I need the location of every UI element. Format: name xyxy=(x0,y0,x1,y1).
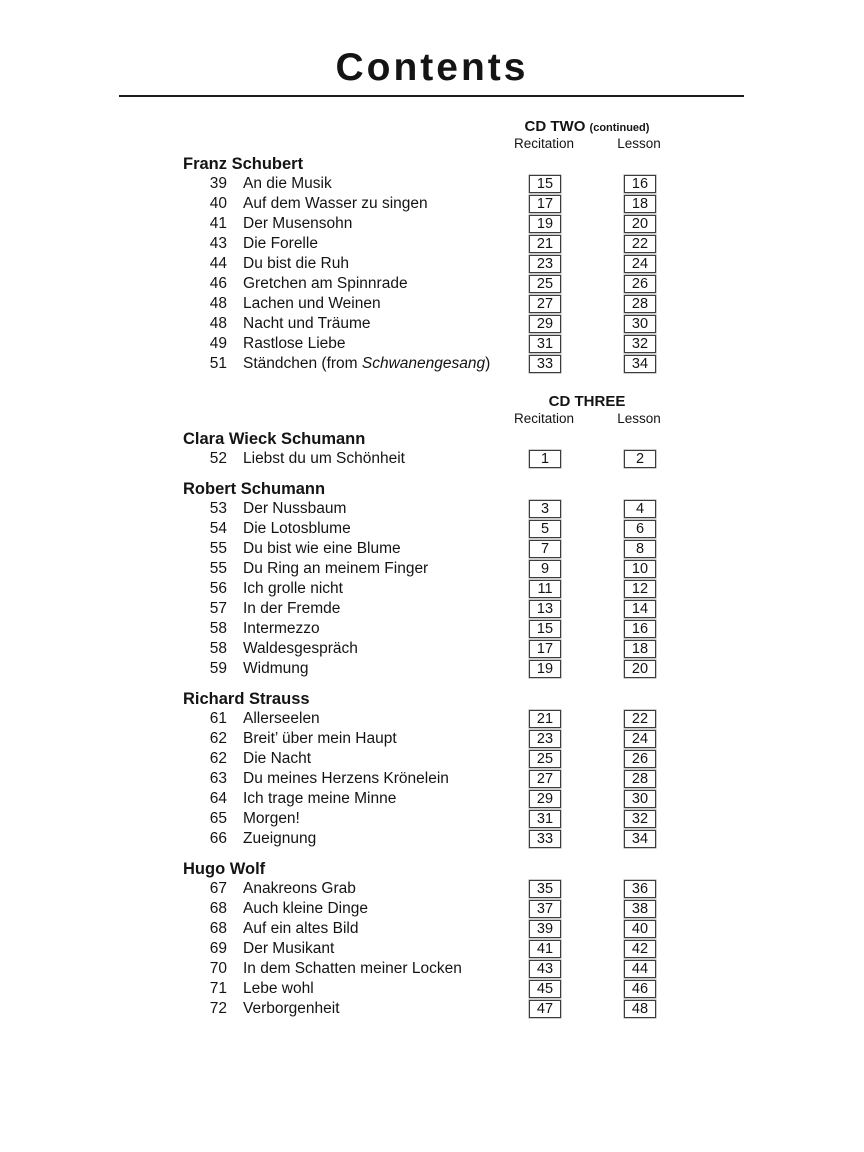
cd-title-line xyxy=(0,393,864,410)
song-title-italic: Schwanengesang xyxy=(361,355,486,372)
cd-title-line xyxy=(0,118,864,135)
song-row xyxy=(0,939,864,959)
lesson-track-box: 34 xyxy=(624,355,656,373)
song-title: Lachen und Weinen xyxy=(243,295,381,312)
song-title-suffix: ) xyxy=(485,355,491,372)
song-row xyxy=(0,314,864,334)
song-page-number: 41 xyxy=(209,215,227,232)
composer-section xyxy=(0,479,864,679)
song-title: Auch kleine Dinge xyxy=(243,900,368,917)
cd-header xyxy=(0,118,864,151)
song-row xyxy=(0,214,864,234)
song-page-number: 62 xyxy=(209,730,227,747)
song-row xyxy=(0,809,864,829)
recitation-track-box: 17 xyxy=(529,195,561,213)
lesson-track-box: 38 xyxy=(624,900,656,918)
song-page-number: 59 xyxy=(209,660,227,677)
cd-header xyxy=(0,393,864,426)
composer-heading: Robert Schumann xyxy=(183,480,326,498)
song-title: Anakreons Grab xyxy=(243,880,356,897)
song-page-number: 72 xyxy=(209,1000,227,1017)
recitation-track-box: 29 xyxy=(529,790,561,808)
song-page-number: 52 xyxy=(209,450,227,467)
recitation-track-box: 21 xyxy=(529,235,561,253)
lesson-track-box: 20 xyxy=(624,215,656,233)
recitation-track-box: 45 xyxy=(529,980,561,998)
column-label-recitation: Recitation xyxy=(513,411,575,426)
recitation-track-box: 29 xyxy=(529,315,561,333)
composer-section xyxy=(0,689,864,849)
song-title: Ich grolle nicht xyxy=(243,580,343,597)
title-divider xyxy=(119,95,744,97)
song-title: Intermezzo xyxy=(243,620,320,637)
song-title: Morgen! xyxy=(243,810,300,827)
song-page-number: 48 xyxy=(209,295,227,312)
song-title: Die Forelle xyxy=(243,235,318,252)
song-title: In der Fremde xyxy=(243,600,341,617)
lesson-track-box: 14 xyxy=(624,600,656,618)
song-page-number: 40 xyxy=(209,195,227,212)
song-page-number: 49 xyxy=(209,335,227,352)
lesson-track-box: 22 xyxy=(624,710,656,728)
cd-note: (continued) xyxy=(589,122,650,134)
song-row xyxy=(0,829,864,849)
song-page-number: 57 xyxy=(209,600,227,617)
song-page-number: 67 xyxy=(209,880,227,897)
song-page-number: 61 xyxy=(209,710,227,727)
song-page-number: 55 xyxy=(209,560,227,577)
recitation-track-box: 33 xyxy=(529,355,561,373)
song-title: Lebe wohl xyxy=(243,980,314,997)
lesson-track-box: 18 xyxy=(624,195,656,213)
lesson-track-box: 44 xyxy=(624,960,656,978)
lesson-track-box: 36 xyxy=(624,880,656,898)
recitation-track-box: 19 xyxy=(529,215,561,233)
column-label-lesson: Lesson xyxy=(617,136,661,151)
lesson-track-box: 24 xyxy=(624,730,656,748)
recitation-track-box: 15 xyxy=(529,620,561,638)
composer-heading: Clara Wieck Schumann xyxy=(183,430,366,448)
recitation-track-box: 31 xyxy=(529,810,561,828)
song-row xyxy=(0,919,864,939)
song-row xyxy=(0,294,864,314)
song-title: An die Musik xyxy=(243,175,332,192)
lesson-track-box: 28 xyxy=(624,770,656,788)
column-label-lesson: Lesson xyxy=(617,411,661,426)
song-row xyxy=(0,979,864,999)
lesson-track-box: 30 xyxy=(624,790,656,808)
lesson-track-box: 28 xyxy=(624,295,656,313)
song-title: Breit’ über mein Haupt xyxy=(243,730,397,747)
recitation-track-box: 41 xyxy=(529,940,561,958)
recitation-track-box: 5 xyxy=(529,520,561,538)
song-row xyxy=(0,559,864,579)
song-title: Verborgenheit xyxy=(243,1000,340,1017)
recitation-track-box: 1 xyxy=(529,450,561,468)
song-title: In dem Schatten meiner Locken xyxy=(243,960,462,977)
song-title: Auf ein altes Bild xyxy=(243,920,359,937)
song-row xyxy=(0,274,864,294)
composer-section xyxy=(0,154,864,374)
lesson-track-box: 30 xyxy=(624,315,656,333)
recitation-track-box: 23 xyxy=(529,255,561,273)
song-title: Der Musikant xyxy=(243,940,335,957)
lesson-track-box: 34 xyxy=(624,830,656,848)
recitation-track-box: 37 xyxy=(529,900,561,918)
song-page-number: 68 xyxy=(209,900,227,917)
song-title: Der Musensohn xyxy=(243,215,353,232)
composer-heading: Hugo Wolf xyxy=(183,860,266,878)
song-page-number: 39 xyxy=(209,175,227,192)
song-page-number: 53 xyxy=(209,500,227,517)
lesson-track-box: 18 xyxy=(624,640,656,658)
song-title: Rastlose Liebe xyxy=(243,335,346,352)
recitation-track-box: 47 xyxy=(529,1000,561,1018)
lesson-track-box: 40 xyxy=(624,920,656,938)
lesson-track-box: 46 xyxy=(624,980,656,998)
lesson-track-box: 4 xyxy=(624,500,656,518)
song-title: Ich trage meine Minne xyxy=(243,790,397,807)
lesson-track-box: 42 xyxy=(624,940,656,958)
song-row xyxy=(0,499,864,519)
song-page-number: 43 xyxy=(209,235,227,252)
song-page-number: 71 xyxy=(209,980,227,997)
song-title: Die Lotosblume xyxy=(243,520,351,537)
column-labels xyxy=(0,412,864,426)
song-page-number: 58 xyxy=(209,620,227,637)
song-page-number: 64 xyxy=(209,790,227,807)
song-title: Liebst du um Schönheit xyxy=(243,450,405,467)
song-row xyxy=(0,599,864,619)
lesson-track-box: 12 xyxy=(624,580,656,598)
song-page-number: 54 xyxy=(209,520,227,537)
song-row xyxy=(0,234,864,254)
lesson-track-box: 10 xyxy=(624,560,656,578)
lesson-track-box: 32 xyxy=(624,335,656,353)
song-row xyxy=(0,174,864,194)
recitation-track-box: 19 xyxy=(529,660,561,678)
song-row xyxy=(0,749,864,769)
song-row xyxy=(0,539,864,559)
song-row xyxy=(0,709,864,729)
song-title: Du meines Herzens Krönelein xyxy=(243,770,449,787)
lesson-track-box: 26 xyxy=(624,275,656,293)
song-row xyxy=(0,579,864,599)
song-row xyxy=(0,254,864,274)
recitation-track-box: 39 xyxy=(529,920,561,938)
recitation-track-box: 25 xyxy=(529,275,561,293)
song-title: Zueignung xyxy=(243,830,317,847)
cd-title: CD TWO xyxy=(524,118,586,135)
recitation-track-box: 3 xyxy=(529,500,561,518)
lesson-track-box: 2 xyxy=(624,450,656,468)
song-page-number: 62 xyxy=(209,750,227,767)
song-page-number: 48 xyxy=(209,315,227,332)
lesson-track-box: 6 xyxy=(624,520,656,538)
song-title: Du bist wie eine Blume xyxy=(243,540,401,557)
song-title: Die Nacht xyxy=(243,750,312,767)
song-row xyxy=(0,729,864,749)
lesson-track-box: 26 xyxy=(624,750,656,768)
song-page-number: 46 xyxy=(209,275,227,292)
song-page-number: 65 xyxy=(209,810,227,827)
song-title xyxy=(243,354,490,374)
recitation-track-box: 35 xyxy=(529,880,561,898)
lesson-track-box: 32 xyxy=(624,810,656,828)
table-of-contents xyxy=(0,118,864,1019)
recitation-track-box: 25 xyxy=(529,750,561,768)
song-row xyxy=(0,619,864,639)
song-row xyxy=(0,959,864,979)
song-row xyxy=(0,659,864,679)
cd-title: CD THREE xyxy=(548,393,626,410)
song-page-number: 44 xyxy=(209,255,227,272)
recitation-track-box: 9 xyxy=(529,560,561,578)
recitation-track-box: 21 xyxy=(529,710,561,728)
song-title: Waldesgespräch xyxy=(243,640,358,657)
lesson-track-box: 8 xyxy=(624,540,656,558)
song-page-number: 63 xyxy=(209,770,227,787)
recitation-track-box: 31 xyxy=(529,335,561,353)
song-row xyxy=(0,999,864,1019)
song-title: Du bist die Ruh xyxy=(243,255,349,272)
lesson-track-box: 48 xyxy=(624,1000,656,1018)
recitation-track-box: 13 xyxy=(529,600,561,618)
lesson-track-box: 16 xyxy=(624,620,656,638)
lesson-track-box: 24 xyxy=(624,255,656,273)
recitation-track-box: 17 xyxy=(529,640,561,658)
song-title: Auf dem Wasser zu singen xyxy=(243,195,428,212)
lesson-track-box: 16 xyxy=(624,175,656,193)
song-row xyxy=(0,194,864,214)
recitation-track-box: 27 xyxy=(529,295,561,313)
song-title: Der Nussbaum xyxy=(243,500,347,517)
song-row xyxy=(0,639,864,659)
composer-section xyxy=(0,859,864,1019)
lesson-track-box: 22 xyxy=(624,235,656,253)
song-page-number: 51 xyxy=(209,355,227,372)
recitation-track-box: 43 xyxy=(529,960,561,978)
song-page-number: 69 xyxy=(209,940,227,957)
song-title-text: Ständchen (from xyxy=(243,355,362,372)
song-row xyxy=(0,789,864,809)
song-page-number: 70 xyxy=(209,960,227,977)
song-title: Widmung xyxy=(243,660,309,677)
song-title: Allerseelen xyxy=(243,710,320,727)
song-row xyxy=(0,449,864,469)
cd-title-group xyxy=(462,393,712,410)
song-row xyxy=(0,334,864,354)
cd-title-group xyxy=(462,118,712,137)
song-title: Nacht und Träume xyxy=(243,315,371,332)
song-row xyxy=(0,899,864,919)
composer-section xyxy=(0,429,864,469)
song-page-number: 56 xyxy=(209,580,227,597)
recitation-track-box: 23 xyxy=(529,730,561,748)
song-row xyxy=(0,354,864,374)
recitation-track-box: 27 xyxy=(529,770,561,788)
song-row xyxy=(0,519,864,539)
song-page-number: 58 xyxy=(209,640,227,657)
song-page-number: 55 xyxy=(209,540,227,557)
page-title: Contents xyxy=(335,46,529,89)
song-page-number: 68 xyxy=(209,920,227,937)
recitation-track-box: 33 xyxy=(529,830,561,848)
lesson-track-box: 20 xyxy=(624,660,656,678)
composer-heading: Franz Schubert xyxy=(183,155,304,173)
song-row xyxy=(0,879,864,899)
recitation-track-box: 11 xyxy=(529,580,561,598)
composer-heading: Richard Strauss xyxy=(183,690,310,708)
song-title: Du Ring an meinem Finger xyxy=(243,560,429,577)
column-label-recitation: Recitation xyxy=(513,136,575,151)
column-labels xyxy=(0,137,864,151)
song-row xyxy=(0,769,864,789)
recitation-track-box: 15 xyxy=(529,175,561,193)
song-title: Gretchen am Spinnrade xyxy=(243,275,408,292)
song-page-number: 66 xyxy=(209,830,227,847)
recitation-track-box: 7 xyxy=(529,540,561,558)
